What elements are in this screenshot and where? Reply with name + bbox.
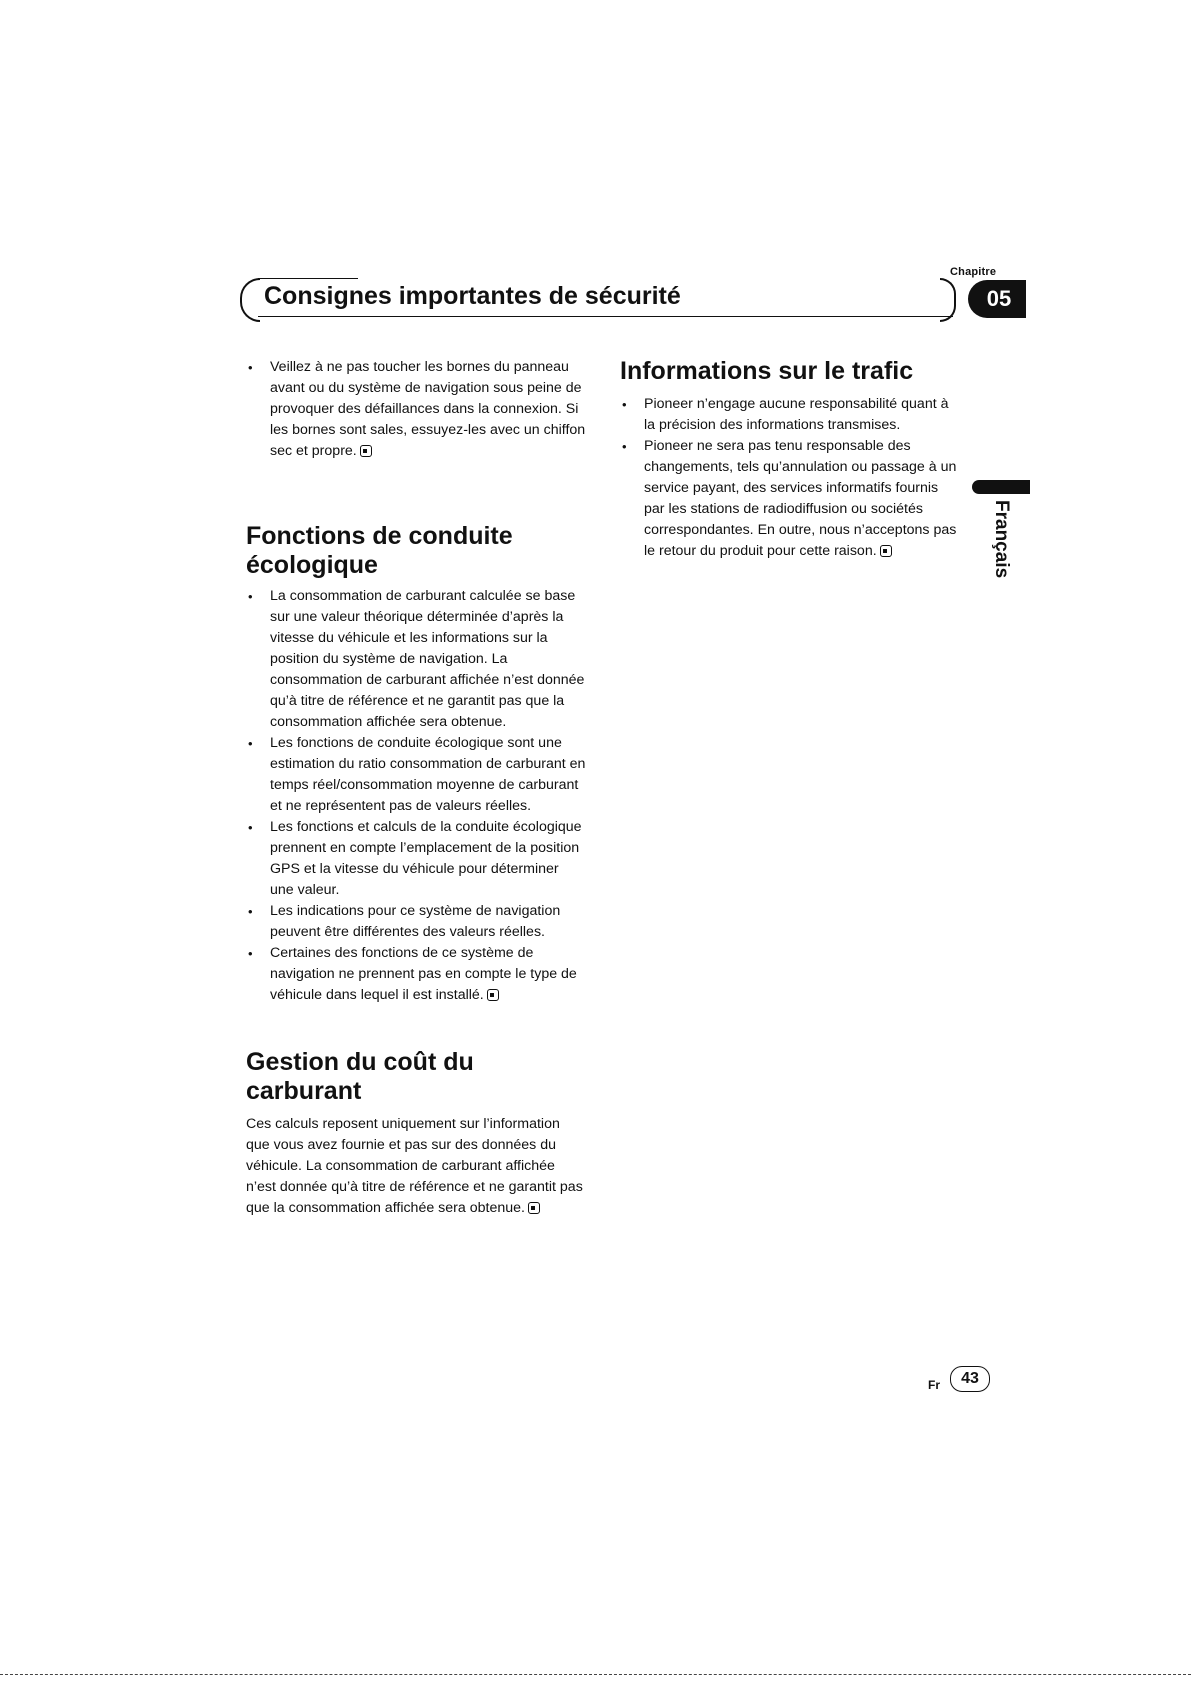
intro-bullet-list xyxy=(246,357,586,462)
list-item: • Les fonctions et calculs de la conduite écologique prennent en compte l’emplacement de la position GPS et la vitesse du véhicule pour déterminer une valeur. xyxy=(246,817,586,901)
bottom-divider xyxy=(0,1674,1191,1675)
section-title-eco: Fonctions de conduite écologique xyxy=(246,522,513,579)
chapter-title: Consignes importantes de sécurité xyxy=(264,282,681,310)
list-item: • Certaines des fonctions de ce système de navigation ne prennent pas en compte le type de véhicule dans lequel il est installé. xyxy=(246,943,586,1006)
list-item: • La consommation de carburant calculée se base sur une valeur théorique déterminée d’après la vitesse du véhicule et les informations sur la position du système de navigation. La consommation de carburant affichée n’est donnée qu’à titre de référence et ne garantit pas que la consommation affichée sera obtenue. xyxy=(246,586,586,733)
traffic-bullet-list xyxy=(620,394,960,562)
fuel-paragraph: Ces calculs reposent uniquement sur l’information que vous avez fournie et pas sur des données du véhicule. La consommation de carburant affichée n’est donnée qu’à titre de référence et ne garantit pas que la consommation affichée sera obtenue. xyxy=(246,1116,583,1216)
page-number: 43 xyxy=(950,1366,990,1392)
section-title-traffic: Informations sur le trafic xyxy=(620,357,914,385)
end-mark-icon xyxy=(528,1202,540,1214)
list-item: • Veillez à ne pas toucher les bornes du panneau avant ou du système de navigation sous peine de provoquer des défaillances dans la connexion. Si les bornes sont sales, essuyez-les avec un chiffon sec et propre. xyxy=(246,357,586,462)
page-language-code: Fr xyxy=(928,1378,940,1392)
header-rule-bottom xyxy=(258,316,953,317)
header-bracket-right xyxy=(940,278,956,322)
left-column xyxy=(246,357,586,1219)
chapter-label: Chapitre xyxy=(950,266,997,278)
chapter-number-badge: 05 xyxy=(968,280,1026,318)
end-mark-icon xyxy=(360,445,372,457)
end-mark-icon xyxy=(880,545,892,557)
list-item: • Pioneer n’engage aucune responsabilité quant à la précision des informations transmises. xyxy=(620,394,960,436)
end-mark-icon xyxy=(487,989,499,1001)
eco-bullet-list xyxy=(246,586,586,1006)
list-item: • Les indications pour ce système de navigation peuvent être différentes des valeurs réelles. xyxy=(246,901,586,943)
language-tab-bar xyxy=(972,480,1030,494)
right-column xyxy=(620,357,960,562)
list-item: • Les fonctions de conduite écologique sont une estimation du ratio consommation de carburant en temps réel/consommation moyenne de carburant et ne représentent pas de valeurs réelles. xyxy=(246,733,586,817)
header-bracket-left xyxy=(240,278,260,322)
section-title-fuel: Gestion du coût du carburant xyxy=(246,1048,474,1105)
list-item: • Pioneer ne sera pas tenu responsable des changements, tels qu’annulation ou passage à un service payant, des services informatifs fournis par les stations de radiodiffusion ou sociétés correspondantes. En outre, nous n’acceptons pas le retour du produit pour cette raison. xyxy=(620,436,960,562)
header-rule-top xyxy=(258,278,358,279)
language-tab-label: Français xyxy=(991,500,1012,579)
